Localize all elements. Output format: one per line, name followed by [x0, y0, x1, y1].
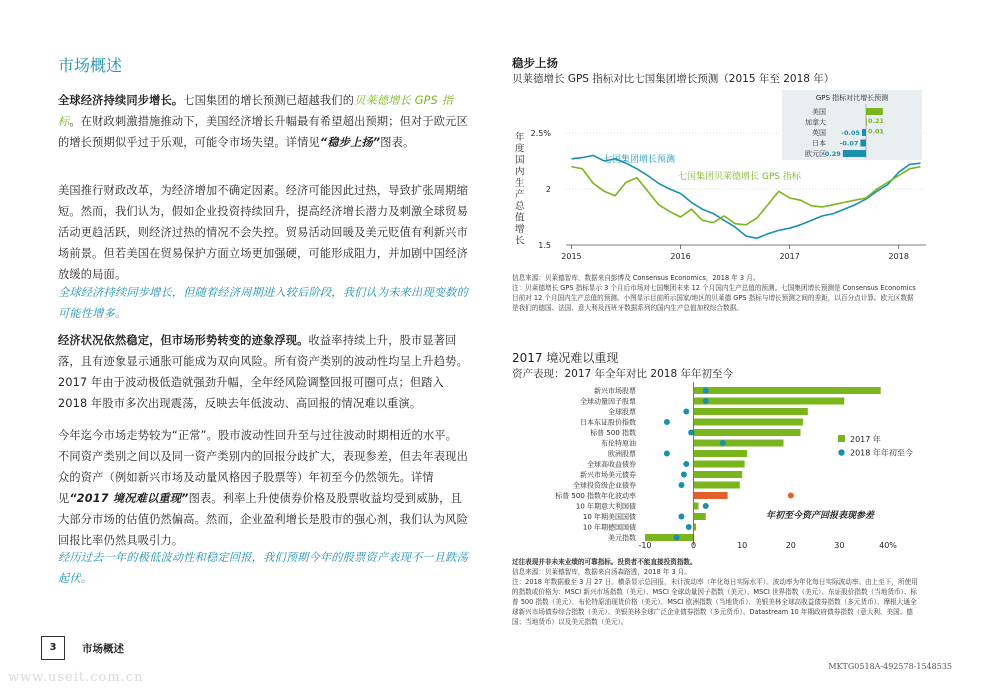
chart2-category-label: 标普 500 指数 — [590, 429, 636, 437]
p4-text-a: 今年迄今市场走势较为“正常”。股市波动性回升至与过往波动时期相近的水平。不同资产类别之间以及同一资产类别内的回报分歧扩大，表现参差，但去年表现出众的资产（例如新兴市场及动量风格因子股票等）年初至今仍然领先。详情见 — [58, 429, 468, 505]
pull-quote-1: 全球经济持续同步增长，但随着经济周期进入较后阶段，我们认为未来出现变数的可能性增多。 — [58, 286, 468, 320]
page-number: 3 — [41, 636, 65, 660]
chart2-annotation: 年初至今资产回报表现参差 — [766, 511, 875, 521]
chart1-note: 注：贝莱德增长 GPS 指标显示 3 个月后市场对七国集团未来 12 个月国内生产总值的预测。七国集团增长预测是 Consensus Economics 目前对 12 个月国内生产总值的预测。小图显示目前所示国家/地区的贝莱德 GPS 指标与增长预测之间的差距，以百分点计算。欧元区数据是我们的德国、法国、意大利及西班牙数据系列的国内生产总值加权综合数据。 — [512, 284, 916, 312]
chart1-ylabel-char: 内 — [515, 166, 525, 178]
chart1-ylabel-char: 国 — [515, 155, 525, 166]
inset-bar — [866, 119, 867, 126]
p4-chart-ref: “2017 境况难以重现” — [69, 492, 189, 505]
series-label-forecast: 七国集团增长预测 — [603, 155, 676, 165]
inset-row-label: 英国 — [812, 129, 826, 137]
chart2-xtick: 40% — [879, 541, 897, 550]
dot-2018-ytd — [664, 419, 670, 425]
inset-row-label: 日本 — [812, 139, 826, 148]
chart2-xtick: -10 — [638, 541, 652, 550]
dot-2018-ytd — [683, 461, 689, 467]
chart2-category-label: 10 年期德国国债 — [582, 523, 636, 532]
bar-2017 — [694, 419, 803, 426]
chart2-category-label: 全球动量因子股票 — [580, 397, 636, 406]
chart2-category-label: 10 年期美国国债 — [582, 513, 636, 521]
p1-text-b: 。在财政刺激措施推动下，美国经济增长升幅最有希望超出预期；但对于欧元区的增长预期似乎过于乐观，可能令市场失望。详情见 — [58, 115, 468, 149]
chart2-category-label: 美元指数 — [608, 534, 636, 542]
chart2-category-label: 日本东证股价指数 — [580, 418, 636, 427]
chart1-xtick: 2017 — [779, 252, 800, 261]
chart1-ylabel-char: 值 — [515, 212, 525, 224]
dot-2018-ytd — [703, 388, 709, 394]
chart1-svg — [508, 88, 938, 272]
chart2-category-label: 新兴市场股票 — [594, 387, 636, 395]
inset-row-label: 美国 — [812, 108, 826, 116]
chart2-category-label: 全球股票 — [608, 408, 636, 416]
dot-2018-ytd — [678, 482, 684, 488]
chart1-ylabel-char: 增 — [515, 224, 525, 235]
chart1-ylabel-char: 度 — [515, 143, 525, 155]
chart1-inset — [782, 90, 922, 160]
p1-text-a: 七国集团的增长预测已超越我们的 — [183, 94, 355, 107]
inset-bar — [860, 140, 866, 147]
paragraph-3 — [58, 330, 468, 414]
bar-2017 — [694, 461, 745, 468]
p1-chart-ref: “稳步上扬” — [319, 136, 381, 149]
bar-2017 — [694, 450, 747, 457]
chart2-category-label: 新兴市场美元债券 — [580, 471, 636, 479]
chart2-category-label: 10 年期意大利国债 — [575, 502, 636, 511]
bar-2017 — [694, 492, 728, 499]
chart2-xtick: 30 — [834, 541, 845, 550]
p3-lead: 经济状况依然稳定，但市场形势转变的迹象浮现。 — [58, 334, 309, 347]
pull-quote-2: 经历过去一年的极低波动性和稳定回报，我们预期今年的股票资产表现不一且跌荡起伏。 — [58, 551, 468, 585]
dot-2018-ytd — [703, 398, 709, 404]
bar-2017 — [645, 534, 694, 541]
dot-2018-ytd — [681, 472, 687, 478]
inset-title: GPS 指标对比增长预测 — [815, 94, 889, 102]
chart2-xtick: 10 — [737, 541, 748, 550]
chart1-ytick: 1.5 — [538, 241, 551, 250]
chart1-ytick: 2.5% — [530, 129, 551, 138]
inset-bar — [843, 150, 866, 157]
chart1-title: 稳步上扬 — [512, 56, 558, 70]
inset-row-label: 加拿大 — [805, 118, 826, 127]
chart1-ylabel-char: 生 — [515, 178, 525, 189]
chart1-xtick: 2018 — [888, 252, 909, 261]
chart2-title: 2017 境况难以重现 — [512, 351, 619, 365]
chart1-source — [512, 273, 920, 313]
inset-bar — [862, 129, 866, 136]
chart2-xtick: 0 — [691, 541, 697, 550]
chart2-xtick: 20 — [785, 541, 796, 550]
p4-text-b: 图表。利率上升使债券价格及股票收益均受到威胁，且大部分市场的估值仍然偏高。然而，企业盈利增长是股市的强心剂，我们认为风险回报比率仍然具吸引力。 — [58, 492, 468, 547]
legend-2018-label: 2018 年年初至今 — [850, 448, 913, 458]
inset-row-label: 欧元区 — [805, 150, 826, 158]
dot-2018-ytd — [678, 514, 684, 520]
chart1-ytick: 2 — [545, 185, 551, 194]
footer-section: 市场概述 — [82, 643, 124, 655]
legend-2018-swatch — [838, 449, 844, 455]
inset-value: -0.07 — [839, 139, 859, 148]
chart2-svg — [508, 380, 928, 556]
page-title: 市场概述 — [58, 56, 123, 75]
dot-2018-ytd — [674, 535, 680, 541]
p3-text: 收益率持续上升，股市显著回落，且有迹象显示通胀可能成为双向风险。所有资产类别的波动性均呈上升趋势。2017 年由于波动极低造就强劲升幅，全年经风险调整回报可圈可点；但踏入 2018 年股市多次出现震荡，反映去年低波动、高回报的情况难以重演。 — [58, 334, 468, 410]
inset-value: 0.21 — [868, 117, 885, 125]
paragraph-1 — [58, 90, 468, 153]
paragraph-2: 美国推行财政改革，为经济增加不确定因素。经济可能因此过热，导致扩张周期缩短。然而，我们认为，假如企业投资持续回升，提高经济增长潜力及刺激全球贸易活动更趋活跃，则经济过热的情况不会失控。贸易活动回暖及美元贬值有利新兴市场前景。但若美国在贸易保护方面立场更加强硬，可能形成阻力，并加剧中国经济放缓的局面。 — [58, 184, 468, 281]
series-label-gps: 七国集团贝莱德增长 GPS 指标 — [678, 172, 801, 182]
chart1-subtitle: 贝莱德增长 GPS 指标对比七国集团增长预测（2015 年至 2018 年） — [512, 73, 835, 85]
chart1-xtick: 2016 — [670, 252, 691, 261]
inset-value: 0.01 — [868, 127, 885, 136]
bar-2017 — [694, 387, 881, 394]
chart1-ylabel-char: 年 — [515, 132, 525, 143]
chart2-note: 注：2018 年数据截至 3 月 27 日。横条显示总回报，未计波动率（年化每日实际水平）。波动率为年化每日实际波动率。由上至下，所使用的指数或价格为：MSCI 新兴市场指数（美元）、MSCI 全球动量因子指数（美元）、MSCI 世界指数（美元）、东证股价指数（当地货币）、标普 500 指数（美元）、布伦特原油现货价格（美元）、MSCI 欧洲指数（当地货币）、美银美林全球高收益债券指数（多元货币）、摩根大通全球新兴市场债券综合指数（美元）、美银美林全球广泛企业债券指数（多元货币）、Datastream 10 年期政府债券指数（意大利、美国、德国；当地货币）以及美元指数（美元）。 — [512, 578, 918, 626]
bar-2017 — [694, 408, 808, 415]
bar-2017 — [694, 503, 699, 510]
bar-2017 — [694, 471, 743, 478]
bar-2017 — [694, 429, 801, 436]
chart1-ylabel — [515, 131, 525, 247]
chart2-category-label: 欧洲股票 — [608, 450, 636, 458]
chart1-source-text: 信息来源：贝莱德智库，数据来自彭博及 Consensus Economics，2018 年 3 月。 — [512, 274, 760, 282]
doc-code: MKTG0518A-492578-1548535 — [828, 662, 952, 671]
chart1-ylabel-char: 长 — [515, 235, 525, 247]
chart1-ylabel-char: 产 — [515, 189, 525, 201]
chart2-category-label: 全球投资级企业债券 — [573, 481, 636, 490]
dot-2018-ytd — [683, 409, 689, 415]
dot-2018-ytd — [788, 493, 794, 499]
gps-indicator-link[interactable]: 贝莱德增长 GPS 指标 — [58, 94, 454, 128]
chart2-source: 信息来源：贝莱德智库，数据来自汤森路透，2018 年 3 月。 — [512, 568, 691, 576]
chart2-category-label: 布伦特原油 — [601, 439, 636, 448]
chart2-subtitle: 资产表现：2017 年全年对比 2018 年年初至今 — [512, 368, 733, 380]
chart2-bold-note: 过往表现并非未来业绩的可靠指标。投资者不能直接投资指数。 — [512, 558, 697, 566]
dot-2018-ytd — [686, 524, 692, 530]
watermark: www.useit.com.cn — [8, 670, 144, 685]
chart1-xtick: 2015 — [561, 252, 582, 261]
dot-2018-ytd — [720, 440, 726, 446]
chart2-category-label: 全球高收益债券 — [587, 460, 636, 469]
legend-2017-swatch — [838, 435, 845, 442]
p1-lead: 全球经济持续同步增长。 — [58, 94, 184, 107]
bar-2017 — [694, 482, 740, 489]
dot-2018-ytd — [664, 451, 670, 457]
bar-2017 — [694, 440, 784, 447]
legend-2017-label: 2017 年 — [850, 435, 881, 444]
paragraph-4 — [58, 425, 468, 551]
bar-2017 — [694, 513, 706, 520]
chart2-category-label: 标普 500 指数年化波动率 — [555, 492, 636, 500]
bar-2017 — [694, 398, 845, 405]
inset-bar — [866, 108, 883, 115]
chart2-notes — [512, 557, 920, 627]
dot-2018-ytd — [703, 503, 709, 509]
inset-value: -0.05 — [841, 129, 860, 137]
p1-text-c: 图表。 — [380, 136, 415, 149]
inset-value: -0.29 — [822, 150, 841, 158]
chart1-ylabel-char: 总 — [515, 201, 525, 212]
